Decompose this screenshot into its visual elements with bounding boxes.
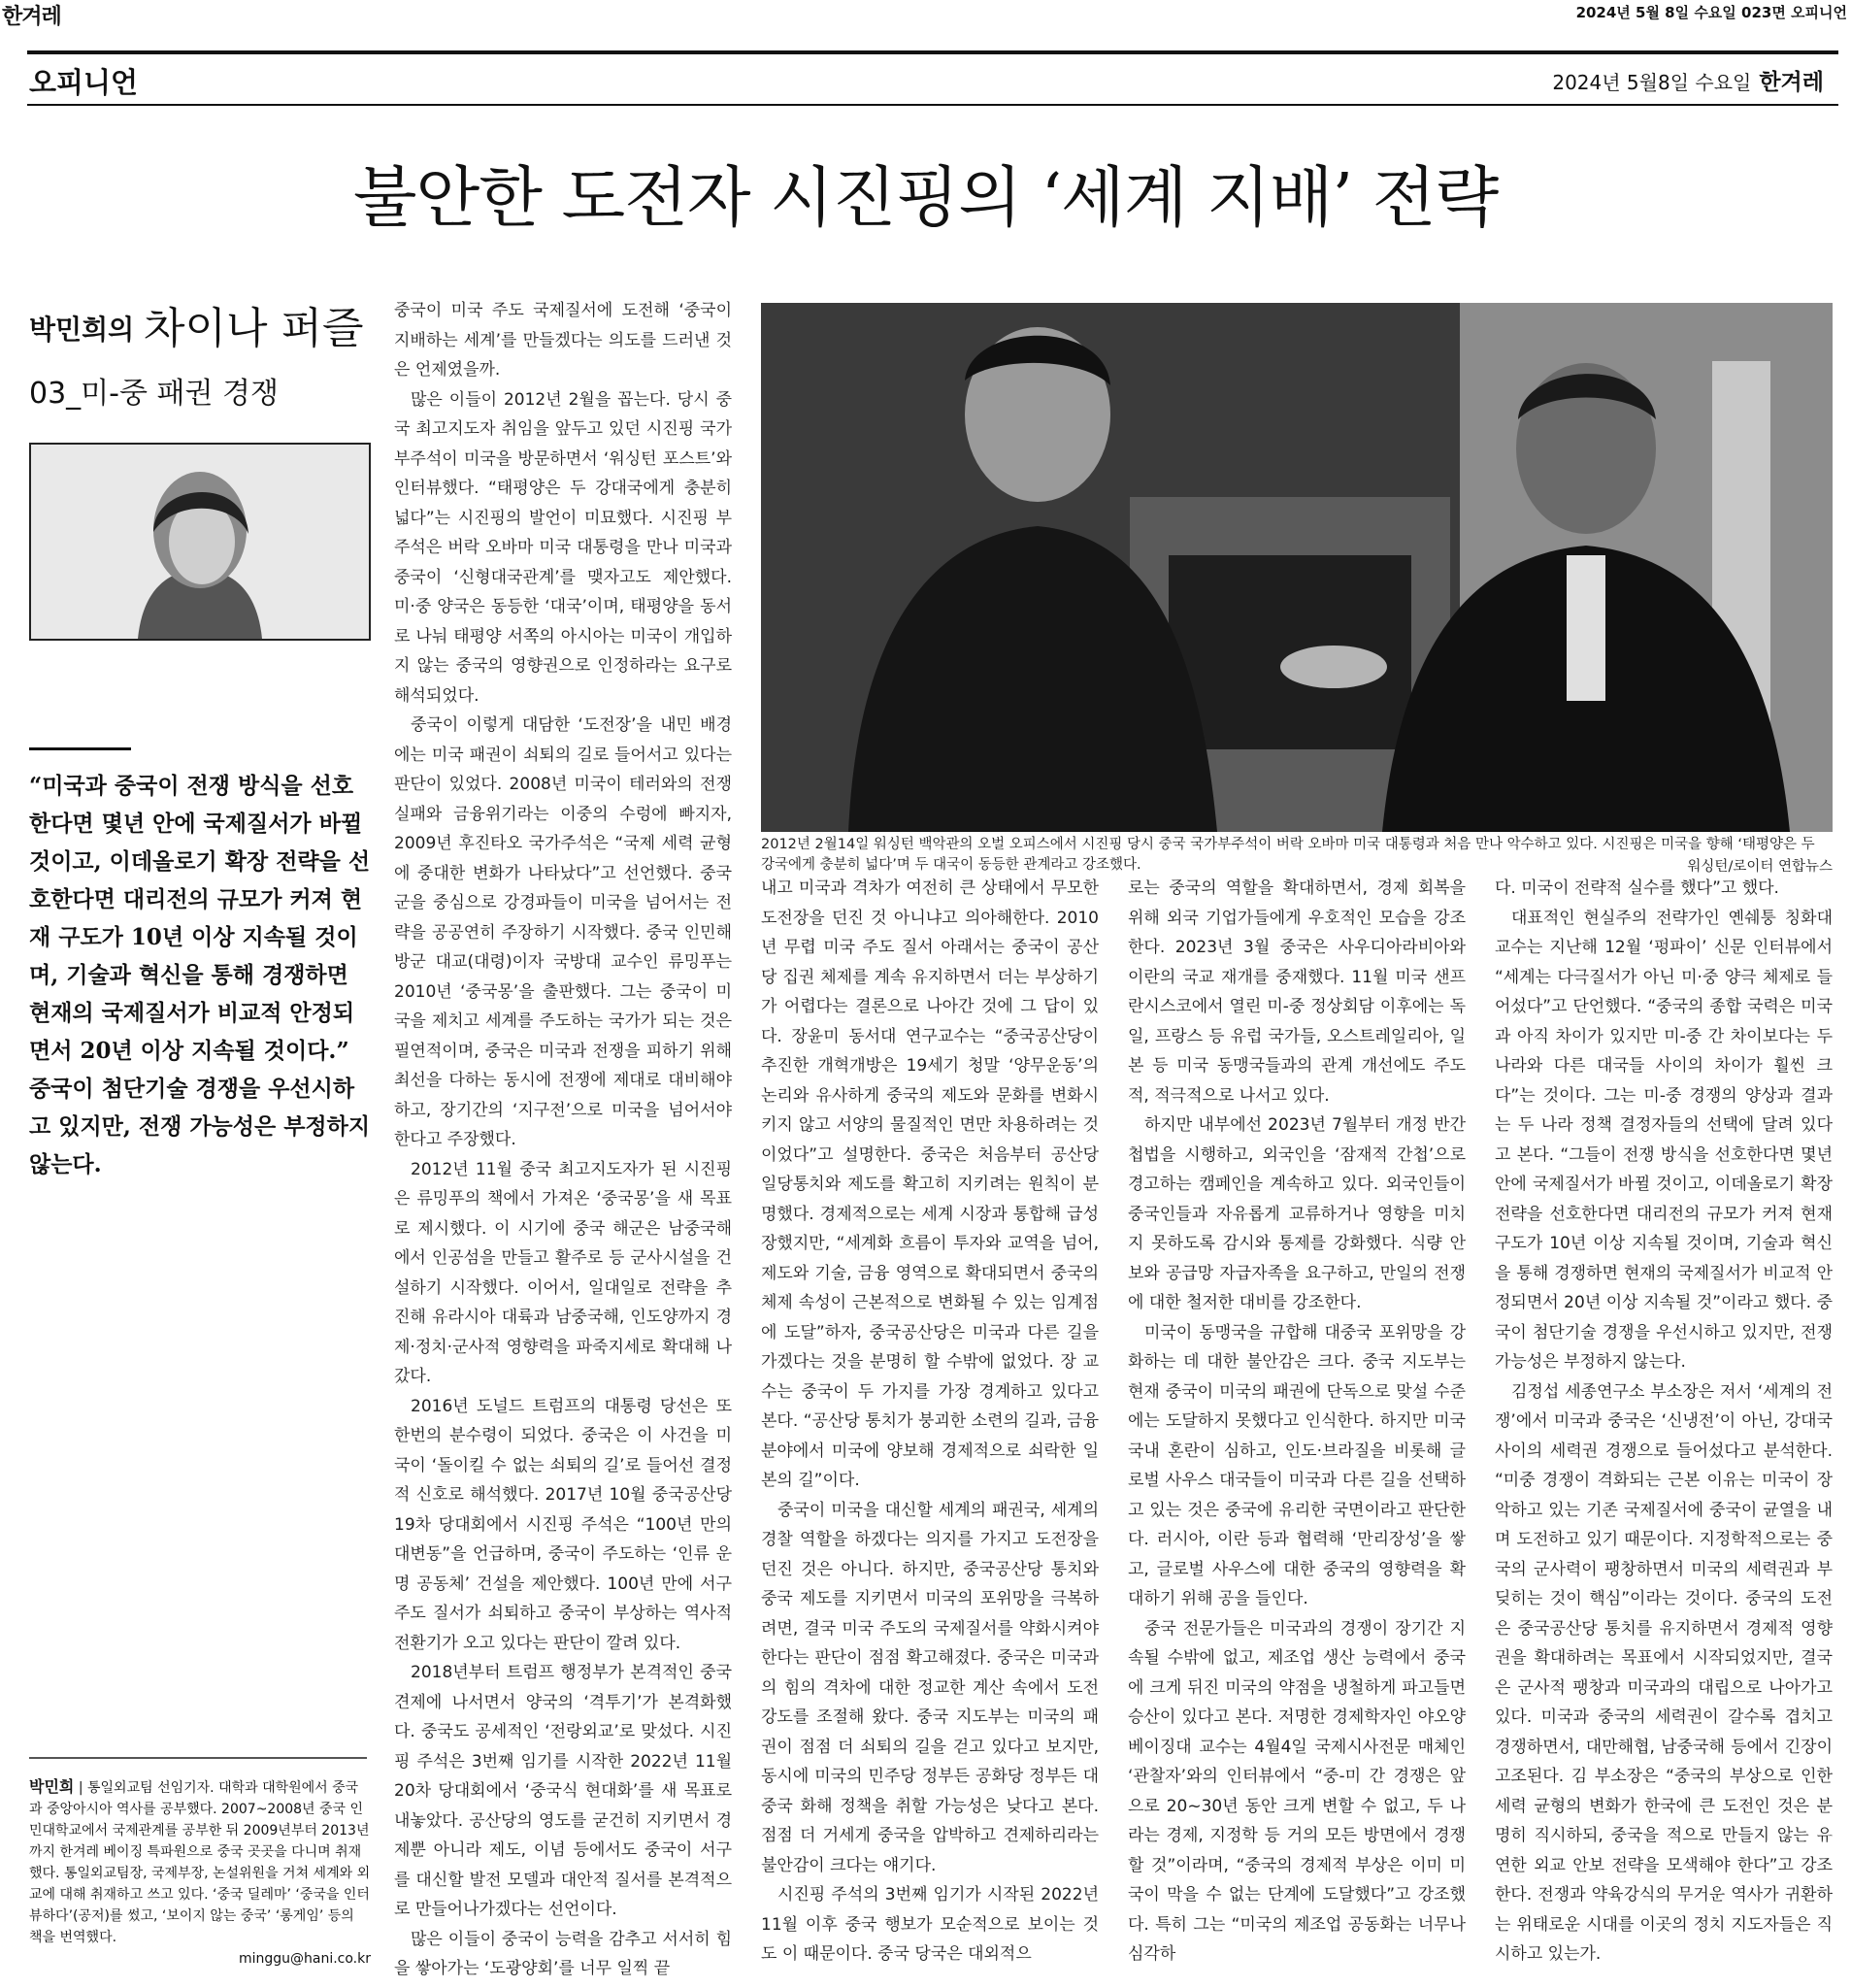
dateline [1552, 64, 1824, 96]
paragraph: 중국 전문가들은 미국과의 경쟁이 장기간 지속될 수밖에 없고, 제조업 생산 능력에서 중국에 크게 뒤진 미국의 약점을 냉철하게 파고들면 승산이 있다고 본다. 저명한 경제학자인 야오양 베이징대 교수는 4월4일 국제시사전문 매체인 ‘관찰자’와의 인터뷰에서 “중-미 간 경쟁은 앞으로 20~30년 동안 크게 변할 수 없고, 두 나라는 경제, 지정학 등 거의 모든 방면에서 경쟁할 것”이라며, “중국의 경제적 부상은 이미 미국이 막을 수 없는 단계에 도달했다”고 강조했다. 특히 그는 “미국의 제조업 공동화는 너무나 심각하 [1128, 1618, 1466, 1964]
author-bio: 박민희 | 통일외교팀 선임기자. 대학과 대학원에서 중국과 중앙아시아 역사를 공부했다. 2007~2008년 중국 인민대학교에서 국제관계를 공부한 뒤 2009년부터 2013년까지 한겨레 베이징 특파원으로 중국 곳곳을 다니며 취재했다. 통일외교팀장, 국제부장, 논설위원을 거쳐 세계와 외교에 대해 취재하고 쓰고 있다. ‘중국 딜레마’ ‘중국을 인터뷰하다’(공저)를 썼고, ‘보이지 않는 중국’ ‘롱게임’ 등의 책을 번역했다. minggu@hani.co.kr [29, 1776, 371, 1970]
handshake-photo-illustration [761, 303, 1833, 832]
paragraph: 2018년부터 트럼프 행정부가 본격적인 중국 견제에 나서면서 양국의 ‘격투기’가 본격화했다. 중국도 공세적인 ‘전랑외교’로 맞섰다. 시진핑 주석은 3번째 임기를 시작한 2022년 11월 20차 당대회에서 ‘중국식 현대화’를 새 목표로 내놓았다. 공산당의 영도를 굳건히 지키면서 경제뿐 아니라 제도, 이념 등에서도 중국이 서구를 대신할 발전 모델과 대안적 질서를 본격적으로 만들어나가겠다는 선언이다. [394, 1663, 732, 1919]
pullquote-rule [29, 747, 131, 750]
paragraph: 2016년 도널드 트럼프의 대통령 당선은 또 한번의 분수령이 되었다. 중국은 이 사건을 미국이 ‘돌이킬 수 없는 쇠퇴의 길’로 들어선 결정적 신호로 해석했다. 2017년 10월 중국공산당 19차 당대회에서 시진핑 주석은 “100년 만의 대변동”을 언급하며, 중국이 주도하는 ‘인류 운명 공동체’ 건설을 제안했다. 100년 만에 서구 주도 질서가 쇠퇴하고 중국이 부상하는 역사적 전환기가 오고 있다는 판단이 깔려 있다. [394, 1396, 732, 1653]
paragraph: 다. 미국이 전략적 실수를 했다”고 했다. [1495, 878, 1779, 898]
series-subtitle: 03_미-중 패권 경쟁 [29, 377, 279, 411]
paragraph: 중국이 미국 주도 국제질서에 도전해 ‘중국이 지배하는 세계’를 만들겠다는 의도를 드러낸 것은 언제였을까. [394, 301, 732, 380]
body-column-3 [1128, 874, 1466, 1970]
brand-logo: 한겨레 [1759, 70, 1824, 95]
bio-text: 통일외교팀 선임기자. 대학과 대학원에서 중국과 중앙아시아 역사를 공부했다. 2007~2008년 중국 인민대학교에서 국제관계를 공부한 뒤 2009년부터 2013년까지 한겨레 베이징 특파원으로 중국 곳곳을 다니며 취재했다. 통일외교팀장, 국제부장, 논설위원을 거쳐 세계와 외교에 대해 취재하고 쓰고 있다. ‘중국 딜레마’ ‘중국을 인터뷰하다’(공저)를 썼고, ‘보이지 않는 중국’ ‘롱게임’ 등의 책을 번역했다. [29, 1780, 371, 1945]
paragraph: 많은 이들이 2012년 2월을 꼽는다. 당시 중국 최고지도자 취임을 앞두고 있던 시진핑 국가부주석이 미국을 방문하면서 ‘워싱턴 포스트’와 인터뷰했다. “태평양은 두 강대국에게 충분히 넓다”는 시진핑의 발언이 미묘했다. 시진핑 부주석은 버락 오바마 미국 대통령을 만나 미국과 중국이 ‘신형대국관계’를 맺자고도 제안했다. 미·중 양국은 동등한 ‘대국’이며, 태평양을 동서로 나눠 태평양 서쪽의 아시아는 미국이 개입하지 않는 중국의 영향권으로 인정하라는 요구로 해석되었다. [394, 389, 732, 706]
headline: 불안한 도전자 시진핑의 ‘세계 지배’ 전략 [352, 160, 1499, 237]
issue-date: 2024년 5월8일 수요일 [1552, 71, 1752, 94]
paragraph: 로는 중국의 역할을 확대하면서, 경제 회복을 위해 외국 기업가들에게 우호적인 모습을 강조한다. 2023년 3월 중국은 사우디아라비아와 이란의 국교 재개를 중재했다. 11월 미국 샌프란시스코에서 열린 미-중 정상회담 이후에는 독일, 프랑스 등 유럽 국가들, 오스트레일리아, 일본 등 미국 동맹국들과의 관계 개선에도 주도적, 적극적으로 나서고 있다. [1128, 878, 1466, 1106]
paragraph: 김정섭 세종연구소 부소장은 저서 ‘세계의 전쟁’에서 미국과 중국은 ‘신냉전’이 아닌, 강대국 사이의 세력권 경쟁으로 들어섰다고 분석한다. “미중 경쟁이 격화되는 근본 이유는 미국이 장악하고 있는 기존 국제질서에 중국이 균열을 내며 도전하고 있기 때문이다. 지정학적으로는 중국의 군사력이 팽창하면서 미국의 세력권과 부딪히는 것이 핵심”이라는 것이다. 중국의 도전은 중국공산당 통치를 유지하면서 경제적 영향권을 확대하려는 목표에서 시작되었지만, 결국은 군사적 팽창과 미국과의 대립으로 나아가고 있다. 미국과 중국의 세력권이 갈수록 겹치고 경쟁하면서, 대만해협, 남중국해 등에서 긴장이 고조된다. 김 부소장은 “중국의 부상으로 인한 세력 균형의 변화가 한국에 큰 도전인 것은 분명히 직시하되, 중국을 적으로 만들지 않는 유연한 외교 안보 전략을 모색해야 한다”고 강조한다. 전쟁과 약육강식의 무거운 역사가 귀환하는 위태로운 시대를 이곳의 정치 지도자들은 직시하고 있는가. [1495, 1381, 1833, 1964]
bio-name: 박민희 [29, 1777, 75, 1796]
body-column-4 [1495, 874, 1833, 1970]
series-name: 차이나 퍼즐 [144, 304, 364, 353]
header-rule [27, 50, 1838, 54]
paragraph: 많은 이들이 중국이 능력을 감추고 서서히 힘을 쌓아가는 ‘도광양회’를 너무 일찍 끝 [394, 1929, 732, 1978]
paragraph: 내고 미국과 격차가 여전히 큰 상태에서 무모한 도전장을 던진 것 아니냐고 의아해한다. 2010년 무렵 미국 주도 질서 아래서는 중국이 공산당 집권 체제를 계속 유지하면서 더는 부상하기가 어렵다는 결론으로 나아간 것에 그 답이 있다. 장윤미 동서대 연구교수는 “중국공산당이 추진한 개혁개방은 19세기 청말 ‘양무운동’의 논리와 유사하게 중국의 제도와 문화를 변화시키지 않고 서양의 물질적인 면만 차용하려는 것이었다”고 설명한다. 중국은 처음부터 공산당 일당통치와 제도를 확고히 지키려는 원칙이 분명했다. 경제적으로는 세계 시장과 통합해 급성장했지만, “세계화 흐름이 투자와 교역을 넘어, 제도와 기술, 금융 영역으로 확대되면서 중국의 체제 속성이 근본적으로 변화될 수 있는 임계점에 도달”하자, 중국공산당은 미국과 다른 길을 가겠다는 것을 분명히 할 수밖에 없었다. 장 교수는 중국이 두 가지를 가장 경계하고 있다고 본다. “공산당 통치가 붕괴한 소련의 길과, 금융 분야에서 미국에 양보해 경제적으로 쇠락한 일본의 길”이다. [761, 878, 1099, 1490]
paragraph: 2012년 11월 중국 최고지도자가 된 시진핑은 류밍푸의 책에서 가져온 ‘중국몽’을 새 목표로 제시했다. 이 시기에 중국 해군은 남중국해에서 인공섬을 만들고 활주로 등 군사시설을 건설하기 시작했다. 이어서, 일대일로 전략을 추진해 유라시아 대륙과 남중국해, 인도양까지 경제·정치·군사적 영향력을 파죽지세로 확대해 나갔다. [394, 1159, 732, 1386]
newspaper-logo: 한겨레 [2, 5, 61, 29]
paragraph: 대표적인 현실주의 전략가인 옌쉐퉁 칭화대 교수는 지난해 12월 ‘펑파이’ 신문 인터뷰에서 “세계는 다극질서가 아닌 미·중 양극 체제로 들어섰다”고 단언했다. “중국의 종합 국력은 미국과 아직 차이가 있지만 미-중 간 차이보다는 두 나라와 다른 대국들 사이의 차이가 훨씬 크다”는 것이다. 그는 미-중 경쟁의 양상과 결과는 두 나라 정책 결정자들의 선택에 달려 있다고 본다. “그들이 전쟁 방식을 선호한다면 몇년 안에 국제질서가 바뀔 것이고, 이데올로기 확장 전략을 선호한다면 대리전의 규모가 커져 현재 구도가 10년 이상 지속될 것이며, 기술과 혁신을 통해 경쟁하면 현재의 국제질서가 비교적 안정되면서 20년 이상 지속될 것”이라고 했다. 중국이 첨단기술 경쟁을 우선시하고 있지만, 전쟁 가능성은 부정하지 않는다. [1495, 908, 1833, 1372]
photo-caption: 2012년 2월14일 워싱턴 백악관의 오벌 오피스에서 시진핑 당시 중국 국가부주석이 버락 오바마 미국 대통령과 처음 만나 악수하고 있다. 시진핑은 미국을 향해 ‘태평양은 두 강국에게 충분히 넓다’며 두 대국이 동등한 관계라고 강조했다. [761, 837, 1815, 873]
section-rule [27, 104, 1838, 106]
paragraph: 시진핑 주석의 3번째 임기가 시작된 2022년 11월 이후 중국 행보가 모순적으로 보이는 것도 이 때문이다. 중국 당국은 대외적으 [761, 1885, 1099, 1964]
section-title: 오피니언 [29, 66, 139, 99]
author-email: minggu@hani.co.kr [238, 1951, 371, 1967]
bio-rule [29, 1757, 367, 1759]
paragraph: 하지만 내부에선 2023년 7월부터 개정 반간첩법을 시행하고, 외국인을 ‘잠재적 간첩’으로 경고하는 캠페인을 계속하고 있다. 외국인들이 중국인들과 자유롭게 교류하거나 영향을 미치지 못하도록 감시와 통제를 강화했다. 식량 안보와 공급망 자급자족을 요구하고, 만일의 전쟁에 대한 철저한 대비를 강조한다. [1128, 1115, 1466, 1312]
top-bar [0, 0, 1851, 39]
pullquote: “미국과 중국이 전쟁 방식을 선호한다면 몇년 안에 국제질서가 바뀔 것이고, 이데올로기 확장 전략을 선호한다면 대리전의 규모가 커져 현재 구도가 10년 이상 지속될 것이며, 기술과 혁신을 통해 경쟁하면 현재의 국제질서가 비교적 안정되면서 20년 이상 지속될 것이다.” 중국이 첨단기술 경쟁을 우선시하고 있지만, 전쟁 가능성은 부정하지 않는다. [29, 773, 371, 1177]
body-column-1 [394, 296, 732, 1984]
news-photo [761, 303, 1833, 832]
author-portrait [29, 443, 371, 641]
page-info: 2024년 5월 8일 수요일 023면 오피니언 [1575, 4, 1847, 21]
paragraph: 중국이 이렇게 대담한 ‘도전장’을 내민 배경에는 미국 패권이 쇠퇴의 길로 들어서고 있다는 판단이 있었다. 2008년 미국이 테러와의 전쟁 실패와 금융위기라는 이중의 수렁에 빠지자, 2009년 후진타오 국가주석은 “국제 세력 균형에 중대한 변화가 나타났다”고 선언했다. 중국군을 중심으로 강경파들이 미국을 넘어서는 전략을 공공연히 주장하기 시작했다. 중국 인민해방군 대교(대령)이자 국방대 교수인 류밍푸는 2010년 ‘중국몽’을 출판했다. 그는 중국이 미국을 제치고 세계를 주도하는 국가가 되는 것은 필연적이며, 중국은 미국과 전쟁을 피하기 위해 최선을 다하는 동시에 전쟁에 제대로 대비해야 하고, 장기간의 ‘지구전’으로 미국을 넘어서야 한다고 주장했다. [394, 715, 732, 1149]
series-author: 박민희의 [29, 314, 135, 346]
body-column-2 [761, 874, 1099, 1970]
portrait-illustration [31, 445, 369, 639]
photo-credit: 워싱턴/로이터 연합뉴스 [1681, 855, 1833, 876]
paragraph: 미국이 동맹국을 규합해 대중국 포위망을 강화하는 데 대한 불안감은 크다. 중국 지도부는 현재 중국이 미국의 패권에 단독으로 맞설 수준에는 도달하지 못했다고 인식한다. 하지만 미국 국내 혼란이 심하고, 인도·브라질을 비롯해 글로벌 사우스 대국들이 미국과 다른 길을 선택하고 있는 것은 중국에 유리한 국면이라고 판단한다. 러시아, 이란 등과 협력해 ‘만리장성’을 쌓고, 글로벌 사우스에 대한 중국의 영향력을 확대하기 위해 공을 들인다. [1128, 1322, 1466, 1608]
paragraph: 중국이 미국을 대신할 세계의 패권국, 세계의 경찰 역할을 하겠다는 의지를 가지고 도전장을 던진 것은 아니다. 하지만, 중국공산당 통치와 중국 제도를 지키면서 미국의 포위망을 극복하려면, 결국 미국 주도의 국제질서를 약화시켜야 한다는 판단이 점점 확고해졌다. 중국은 미국과의 힘의 격차에 대한 정교한 계산 속에서 도전 강도를 조절해 왔다. 중국 지도부는 미국의 패권이 점점 더 쇠퇴의 길을 걷고 있다고 보지만, 동시에 미국의 민주당 정부든 공화당 정부든 대중국 화해 정책을 취할 가능성은 낮다고 본다. 점점 더 거세게 중국을 압박하고 견제하리라는 불안감이 크다는 얘기다. [761, 1500, 1099, 1875]
